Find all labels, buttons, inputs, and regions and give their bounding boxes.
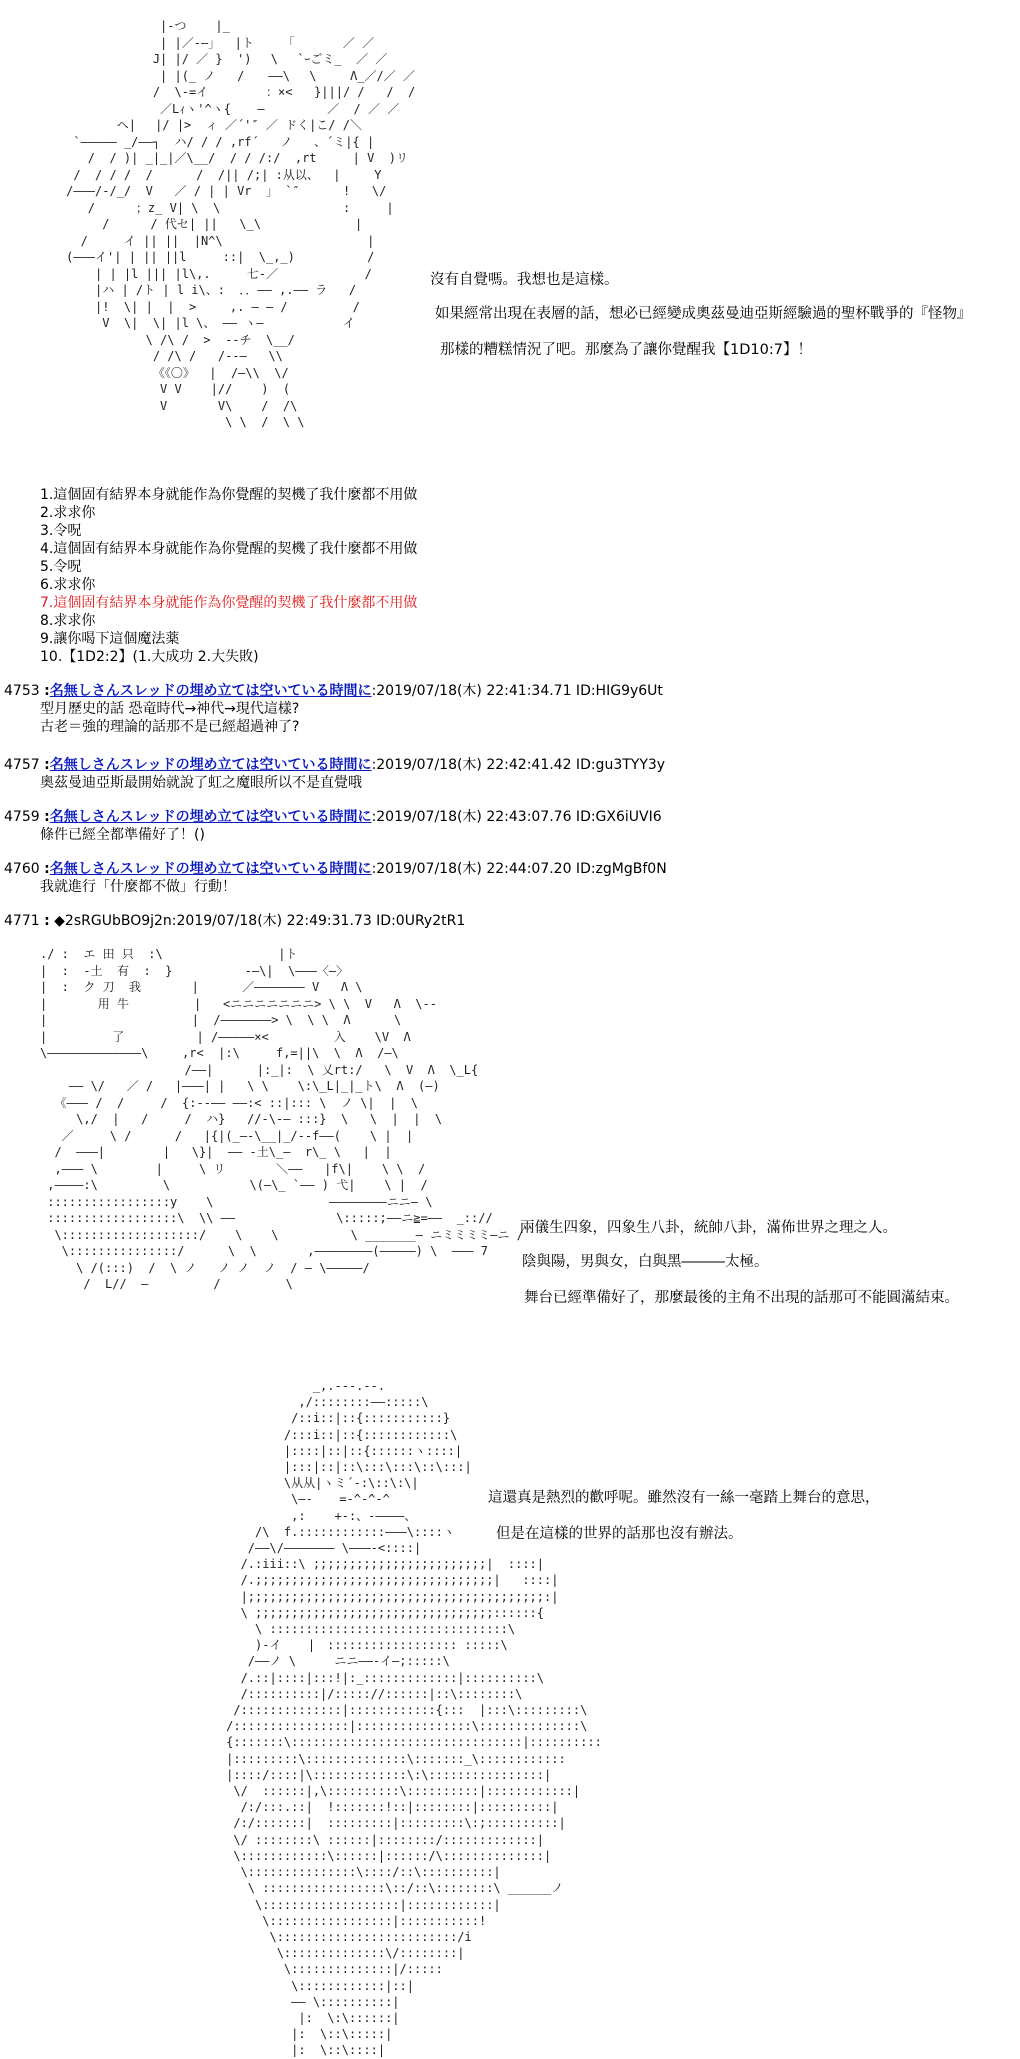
post-meta: :2019/07/18(木) 22:41:34.71 ID:HIG9y6Ut <box>371 683 663 699</box>
choice-item: 5.令呪 <box>40 559 82 575</box>
choice-item: 2.求求你 <box>40 505 96 521</box>
post-number: 4771 <box>4 913 40 929</box>
post-body-line: 我就進行「什麼都不做」行動！ <box>40 879 236 895</box>
choice-item: 9.讓你喝下這個魔法薬 <box>40 631 180 647</box>
post-meta: :2019/07/18(木) 22:44:07.20 ID:zgMgBf0N <box>371 861 667 877</box>
post-number: 4753 <box>4 683 40 699</box>
dialogue-line: 那樣的糟糕情況了吧。那麼為了讓你覺醒我【1D10:7】！ <box>440 342 812 358</box>
thread-post: 4759 :名無しさんスレッドの埋め立ては空いている時間に:2019/07/18(木) 22:43:07.76 ID:GX6iUVI6 條件已經全都準備好了！() <box>4 809 662 843</box>
thread-post: 4757 :名無しさんスレッドの埋め立ては空いている時間に:2019/07/18(木) 22:42:41.42 ID:gu3TYY3y 奧茲曼迪亞斯最開始就說了虹之魔眼所以不是直覺哦 <box>4 757 666 791</box>
poster-name-link[interactable]: 名無しさんスレッドの埋め立ては空いている時間に <box>49 683 372 699</box>
post-body-line: 條件已經全都準備好了！() <box>40 827 205 843</box>
post-meta: :2019/07/18(木) 22:49:31.73 ID:0URy2tR1 <box>171 913 466 929</box>
ascii-art-character-2: ./ : エ 田 只 :\ |ト | : ‐土 有 : } ‐―\| \―――〈―〉 | : ク 刀 我 | ／――――――― V Λ \ | 用 牛 | <ニニニニニニニ> \ \ V Λ \‐‐ | | /―――――――> \ \ \ Λ \ | 了 | /―――――×< 入 \V Λ \―――――――――――――\ ,r< |:\ f,=||\ \ Λ /―\ /――| |:_|: \ 乂rt:/ \ V Λ \_L{ ―― \/ ／ / |―――| | \ \ \:\_L|_|_ト\ Λ (―) 《――― / / / {:‐‐―― ――:< ::|::: \ ノ \| | \ \,/ | / / ハ} //‐\‐― :::} \ \ | | \ ／ \ / / |{|(_―‐\__|_/‐‐f――( \ | | / ―――| | \}| ―― ‐土\_― r\_ \ | | ,――― \ | \ リ ＼―― |f\| \ \ / ,――――:\ \ \(―\_ `―― ) 弋| \ | / :::::::::::::::::y \ ――――――――ニニ― \ ::::::::::::::::::\ \\ ―― \:::::;――ニ≧=―― _::// \:::::::::::::::::::/ \ \ \ _______― ニミミミミ―ニ / \:::::::::::::::/ \ \ ,――――――――(―――――) \ ――― 7 \ /(:::) / \ ノ ノ ノ ノ / ― \―――――/ / L// ― / \ <box>40 947 524 1291</box>
post-meta: :2019/07/18(木) 22:43:07.76 ID:GX6iUVI6 <box>371 809 662 825</box>
choice-item: 1.這個固有結界本身就能作為你覺醒的契機了我什麼都不用做 <box>40 487 418 503</box>
dialogue-line: 舞台已經準備好了，那麼最後的主角不出現的話那可不能圓滿結束。 <box>524 1290 959 1306</box>
thread-post: 4753 :名無しさんスレッドの埋め立ては空いている時間に:2019/07/18(木) 22:41:34.71 ID:HIG9y6Ut 型月歷史的話 恐竜時代→神代→現代這樣? 古老＝強的理論的話那不是已經超過神了? <box>4 683 663 735</box>
dialogue-line: 陰與陽，男與女，白與黑―――太極。 <box>522 1254 769 1270</box>
post-body-line: 型月歷史的話 恐竜時代→神代→現代這樣? <box>40 701 300 717</box>
op-trip: ◆2sRGUbBO9j2n <box>54 913 172 929</box>
post-body-line: 古老＝強的理論的話那不是已經超過神了? <box>40 719 300 735</box>
choice-item-selected: 7.這個固有結界本身就能作為你覺醒的契機了我什麼都不用做 <box>40 595 418 611</box>
post-number: 4760 <box>4 861 40 877</box>
thread-post: 4760 :名無しさんスレッドの埋め立ては空いている時間に:2019/07/18(木) 22:44:07.20 ID:zgMgBf0N 我就進行「什麼都不做」行動！ <box>4 861 667 895</box>
dialogue-line: 這還真是熱烈的歡呼呢。雖然沒有一絲一毫踏上舞台的意思， <box>488 1490 880 1506</box>
poster-name-link[interactable]: 名無しさんスレッドの埋め立ては空いている時間に <box>49 757 372 773</box>
dialogue-line: 兩儀生四象，四象生八卦，統帥八卦，滿佈世界之理之人。 <box>520 1220 897 1236</box>
post-meta: :2019/07/18(木) 22:42:41.42 ID:gu3TYY3y <box>371 757 666 773</box>
post-number: 4757 <box>4 757 40 773</box>
choice-item: 3.令呪 <box>40 523 82 539</box>
dialogue-line: 沒有自覺嗎。我想也是這樣。 <box>430 272 619 288</box>
dialogue-line: 但是在這樣的世界的話那也沒有辦法。 <box>496 1526 743 1542</box>
ascii-art-character-3: _,.‐-‐.‐-. ,/::::::::――:::::\ /::i::|::{:::::::::::} /:::i::|::{::::::::::::\ |::::|::|::{::::::ヽ::::| |:::|::|::\:::\:::\::\:::| \从从|ヽミ´‐:\::\:\| \―‐ =‐^‐^‐^ ,: +‐:、‐――――、 /\ f.::::::::::::―――\::::ヽ /――\/――――――― \―――‐<::::| /.:iii::\ ;;;;;;;;;;;;;;;;;;;;;;;;| ::::| /.;;;;;;;;;;;;;;;;;;;;;;;;;;;;;;;;;| ::::| |;;;;;;;;;;;;;;;;;;;;;;;;;;;;;;;;;;;;;;;;;:| \ ;;;;;;;;;;;;;;;;;;;;;;;;;;;;;;;;;::::::{ \ :::::::::::::::::::::::::::::::::\ )‐イ | :::::::::::::::::: :::::\ /――ノ \ ニニ――‐イ―;:::::\ /.::|::::|:::!|:_:::::::::::::|::::::::::\ /::::::::::|/::::://::::::|::\::::::::\ /::::::::::::::|::::::::::::{::: |:::\:::::::::\ /::::::::::::::::|::::::::::::::::\::::::::::::::\ {:::::::\::::::::::::::::::::::::::::::::|:::::::::: |:::::::::\::::::::::::::\:::::::_\:::::::::::: |::::/::::|\:::::::::::::\:\::::::::::::::::| \/ ::::::|,\::::::::::\::::::::::|::::::::::::| /:/:::.::| !:::::::!::|::::::::|::::::::::| /:/:::::::| :::::::::|:::::::::\:;::::::::::| \/ ::::::::\ ::::::|::::::::/:::::::::::::| \::::::::::::\::::::|::::::/\::::::::::::::| \:::::::::::::::\::::/::\::::::::::| \ :::::::::::::::::\::/::\::::::::\ ______ノ \:::::::::::::::::::|::::::::::::| \:::::::::::::::::|:::::::::::! \:::::::::::::::::::::::::/i \::::::::::::::\/::::::::| \::::::::::::::|/::::: \::::::::::::|::| ―― \::::::::::| |: \:\::::::| |: \::\:::::| |: \::\::::| <box>226 1379 602 2058</box>
choice-item: 4.這個固有結界本身就能作為你覺醒的契機了我什麼都不用做 <box>40 541 418 557</box>
post-number: 4759 <box>4 809 40 825</box>
op-post-header: 4771 : ◆2sRGUbBO9j2n:2019/07/18(木) 22:49:31.73 ID:0URy2tR1 <box>4 913 466 929</box>
choice-item: 8.求求你 <box>40 613 96 629</box>
dialogue-line: 如果經常出現在表層的話，想必已經變成奧茲曼迪亞斯經驗過的聖杯戰爭的『怪物』 <box>435 306 972 322</box>
post-body-line: 奧茲曼迪亞斯最開始就說了虹之魔眼所以不是直覺哦 <box>40 775 362 791</box>
poster-name-link[interactable]: 名無しさんスレッドの埋め立ては空いている時間に <box>49 861 372 877</box>
poster-name-link[interactable]: 名無しさんスレッドの埋め立ては空いている時間に <box>49 809 372 825</box>
ascii-art-character-1: |‐つ |_ | |／‐―」 |ト 「 ／ ／ J| |/ ／ } ') \ `ｰごミ_ ／ ／ | |(_ ノ / ――\ \ Λ_／/／ ／ / \‐=イ ：×< }|||/ / / / ／Lｨヽ'^ヽ{ ― ／ / ／ ／ ヘ| |/ |> ィ ／´'″ ／ ドく|こ/ /＼ `――――― _/――┐ ハ/ / / ,rf´ ノ 、´ミ|{ | / / )| _|_|／\__/ / / /:/ ,rt | V )リ / / / / / / /|| /;| :从以、 | Y /―――/‐/_/ V ／ / | | Vr 」 `″ ! \/ / ；z_ V| \ \ : | / / 代セ| || \_\ | / イ || || |N^\ | (―――イ'| | || ||l ::| \_,_) / | | |l ||| |l\,. 七‐／ / |ハ | /ト | l i\、: ．．―― ,.―― ラ / |! \| | | > ,. ― ― / / V \| \| |l \、 ―― ヽ― イ \ /\ / > ‐‐チ \__/ / /\ / /‐‐― \\ 《《〇》 | /―\\ \/ V V |// ) ( V V\ / /\ \ \ / \ \ <box>66 19 416 429</box>
choice-list <box>40 486 417 666</box>
choice-item: 6.求求你 <box>40 577 96 593</box>
choice-item: 10.【1D2:2】(1.大成功 2.大失敗) <box>40 649 259 665</box>
